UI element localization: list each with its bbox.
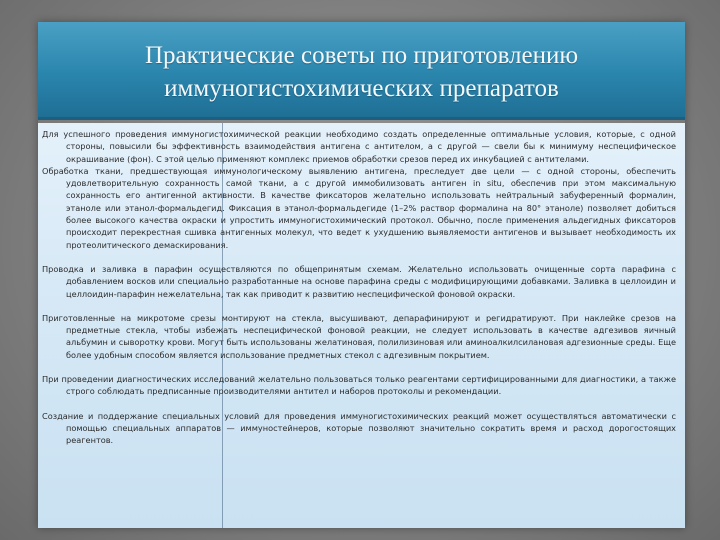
slide xyxy=(38,22,685,528)
title-line-2: иммуногистохимических препаратов xyxy=(164,74,559,102)
paragraph-reagents: При проведении диагностических исследований желательно пользоваться только реагентами сертифицированными для диагностики, а также строго соблюдать предписанные производителями антител и наборов протоколы и рекомендации. xyxy=(42,374,676,397)
slide-title xyxy=(38,22,685,120)
slide-body xyxy=(38,123,685,528)
paragraph-tissue-processing: Обработка ткани, предшествующая иммунологическому выявлению антигена, преследует две цели — с одной стороны, обеспечить удовлетворительную сохранность самой ткани, а с другой иммобилизовать антиген in situ, обеспечив при этом максимальную сохранность его антигенной активности. В качестве фиксаторов желательно использовать нейтральный забуференный формалин, этаноле или этанол-формальдегид. Фиксация в этанол-формальдегиде (1–2% раствор формалина на 80° этаноле) позволяет добиться более высокого качества окраски и упростить иммуногистохимический протокол. Обычно, после применения альдегидных фиксаторов происходит перекрестная сшивка антигенных молекул, что ведет к ухудшению выявляемости антигенов и вызывает необходимость их протеолитического демаскирования. xyxy=(42,165,676,250)
paragraph-immunostainers: Создание и поддержание специальных условий для проведения иммуногистохимических реакций может осуществляться автоматически с помощью специальных аппаратов — иммуностейнеров, которые позволяют значительно сократить время и расход дорогостоящих реагентов. xyxy=(42,410,676,446)
paragraph-sections-mounting: Приготовленные на микротоме срезы монтируют на стекла, высушивают, депарафинируют и регидратируют. При наклейке срезов на предметные стекла, чтобы избежать неспецифической фоновой реакции, не следует использовать в качестве адгезивов яичный альбумин и сыворотку крови. Могут быть использованы желатиновая, полилизиновая или аминоалкилсилановая адгезионные среды. Еще более удобным способом является использование предметных стекол с адгезивным покрытием. xyxy=(42,312,676,360)
title-line-1: Практические советы по приготовлению xyxy=(144,41,579,69)
paragraph-paraffin-embedding: Проводка и заливка в парафин осуществляются по общепринятым схемам. Желательно использовать очищенные сорта парафина с добавлением восков или специально разработанные на основе парафина среды с модифицирующими добавками. Заливка в целлоидин и целлоидин-парафин нежелательна, так как приводит к развитию неспецифической фоновой окраски. xyxy=(42,263,676,299)
paragraph-intro: Для успешного проведения иммуногистохимической реакции необходимо создать определенные оптимальные условия, которые, с одной стороны, повысили бы эффективность взаимодействия антигена с антителом, а с другой — свели бы к минимуму неспецифическое окрашивание (фон). С этой целью применяют комплекс приемов обработки срезов перед их инкубацией с антителами. xyxy=(42,129,676,164)
